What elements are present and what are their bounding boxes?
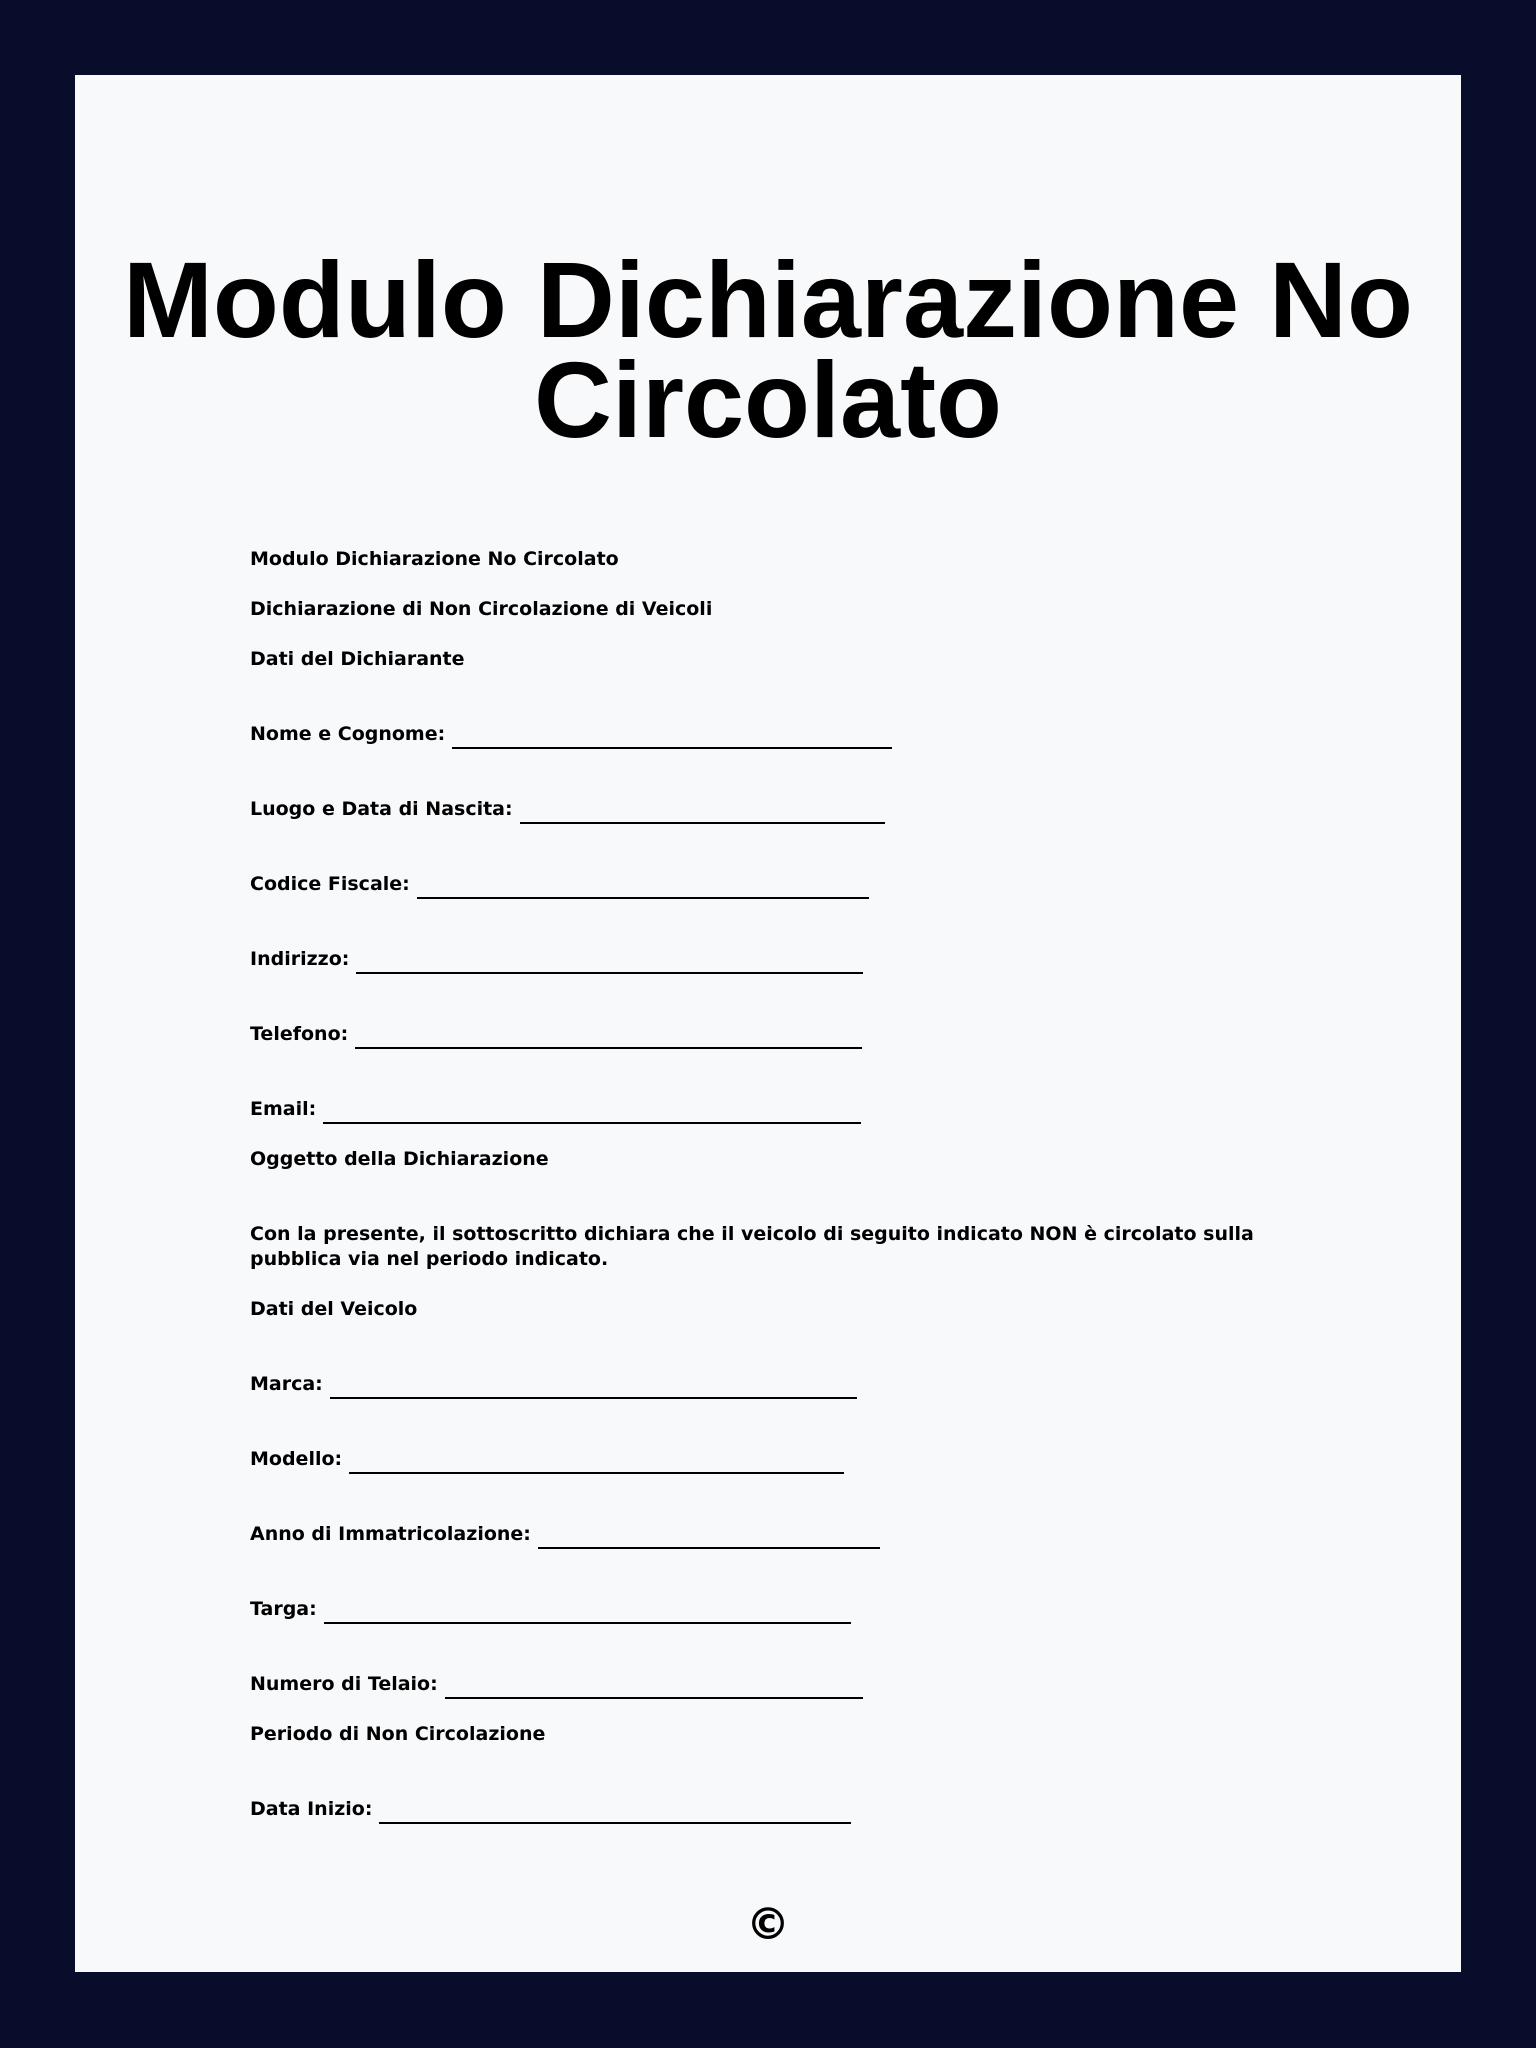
- name-field[interactable]: [250, 722, 892, 746]
- email-field-label: Email:: [250, 1098, 317, 1120]
- start-date-field-blank[interactable]: [379, 1802, 851, 1824]
- section-period-heading: Periodo di Non Circolazione: [250, 1723, 546, 1745]
- email-field-blank[interactable]: [323, 1102, 861, 1124]
- copyright-symbol: ©: [746, 1899, 790, 1950]
- document-page: [75, 75, 1461, 1972]
- model-field-label: Modello:: [250, 1448, 343, 1470]
- start-date-field-label: Data Inizio:: [250, 1798, 373, 1820]
- name-field-blank[interactable]: [452, 727, 892, 749]
- birth-field-blank[interactable]: [520, 802, 885, 824]
- year-field-label: Anno di Immatricolazione:: [250, 1523, 531, 1545]
- form-heading: Modulo Dichiarazione No Circolato: [250, 548, 619, 570]
- chassis-field-blank[interactable]: [445, 1677, 863, 1699]
- section-declarant-heading: Dati del Dichiarante: [250, 648, 465, 670]
- phone-field-label: Telefono:: [250, 1023, 349, 1045]
- tax-code-field-label: Codice Fiscale:: [250, 873, 410, 895]
- plate-field-label: Targa:: [250, 1598, 317, 1620]
- address-field-blank[interactable]: [356, 952, 863, 974]
- address-field-label: Indirizzo:: [250, 948, 350, 970]
- form-subtitle: Dichiarazione di Non Circolazione di Veicoli: [250, 598, 713, 620]
- phone-field-blank[interactable]: [355, 1027, 862, 1049]
- tax-code-field-blank[interactable]: [417, 877, 869, 899]
- section-subject-heading: Oggetto della Dichiarazione: [250, 1148, 549, 1170]
- chassis-field[interactable]: [250, 1672, 863, 1696]
- email-field[interactable]: [250, 1097, 861, 1121]
- plate-field[interactable]: [250, 1597, 851, 1621]
- year-field[interactable]: [250, 1522, 880, 1546]
- birth-field-label: Luogo e Data di Nascita:: [250, 798, 513, 820]
- plate-field-blank[interactable]: [324, 1602, 851, 1624]
- page-title: Modulo Dichiarazione No Circolato: [122, 239, 1414, 460]
- statement-paragraph: Con la presente, il sottoscritto dichiara che il veicolo di seguito indicato NON è circolato sulla pubblica via nel periodo indicato.: [250, 1223, 1254, 1270]
- phone-field[interactable]: [250, 1022, 862, 1046]
- model-field[interactable]: [250, 1447, 844, 1471]
- start-date-field[interactable]: [250, 1797, 851, 1821]
- section-vehicle-heading: Dati del Veicolo: [250, 1298, 418, 1320]
- birth-field[interactable]: [250, 797, 885, 821]
- address-field[interactable]: [250, 947, 863, 971]
- brand-field[interactable]: [250, 1372, 857, 1396]
- year-field-blank[interactable]: [538, 1527, 880, 1549]
- brand-field-blank[interactable]: [330, 1377, 857, 1399]
- chassis-field-label: Numero di Telaio:: [250, 1673, 438, 1695]
- name-field-label: Nome e Cognome:: [250, 723, 446, 745]
- tax-code-field[interactable]: [250, 872, 869, 896]
- brand-field-label: Marca:: [250, 1373, 323, 1395]
- model-field-blank[interactable]: [349, 1452, 844, 1474]
